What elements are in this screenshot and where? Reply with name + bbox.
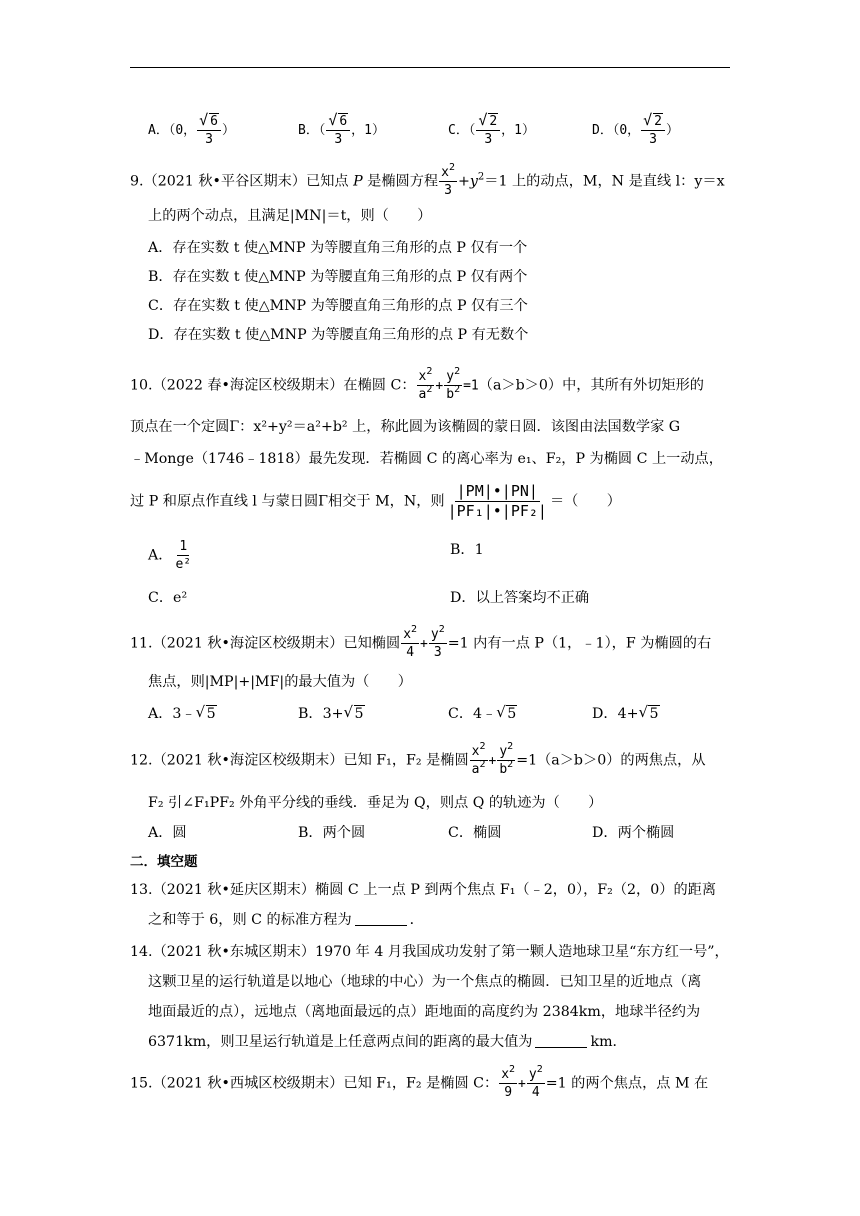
q10-stem-line4: 过 P 和原点作直线 l 与蒙日圆Γ相交于 M，N，则 $\frac{|PM|•|PN|}{\text{|PF₁|•|PF₂|}}$ ＝（ ）: [130, 482, 621, 520]
q14-answer-blank[interactable]: [535, 1035, 587, 1048]
q14-stem-line1: 14.（2021 秋•东城区期末）1970 年 4 月我国成功发射了第一颗人造地球卫星“东方红一号”，: [130, 944, 729, 960]
q10-option-b[interactable]: B．1: [450, 542, 484, 558]
q10-stem-line3: ﹣Monge（1746﹣1818）最先发现．若椭圆 C 的离心率为 e₁、F₂，P 为椭圆 C 上一动点，: [130, 451, 723, 467]
q8-option-d[interactable]: D．（0， √ $\frac{2}{3}$ ）: [592, 115, 679, 146]
section-heading: 二．填空题: [130, 854, 198, 870]
q10-option-c[interactable]: C．e²: [148, 590, 188, 606]
q12-option-b[interactable]: B．两个圆: [298, 825, 366, 841]
q9-option-a[interactable]: A．存在实数 t 使△MNP 为等腰直角三角形的点 P 仅有一个: [148, 240, 528, 256]
q9-option-b[interactable]: B．存在实数 t 使△MNP 为等腰直角三角形的点 P 仅有两个: [148, 269, 528, 285]
q14-stem-line2: 这颗卫星的运行轨道是以地心（地球的中心）为一个焦点的椭圆．已知卫星的近地点（离: [148, 974, 702, 990]
q9-option-d[interactable]: D．存在实数 t 使△MNP 为等腰直角三角形的点 P 有无数个: [148, 327, 529, 343]
q8-option-a[interactable]: A．（0， √ $\frac{6}{3}$ ）: [148, 115, 235, 146]
q12-option-d[interactable]: D．两个椭圆: [592, 825, 675, 841]
q11-stem-line2: 焦点，则|MP|+|MF|的最大值为（ ）: [148, 674, 412, 690]
q11-option-d[interactable]: D．4+√ 5: [592, 704, 660, 724]
q13-stem-line1: 13.（2021 秋•延庆区期末）椭圆 C 上一点 P 到两个焦点 F₁（﹣2，0），F₂（2，0）的距离: [130, 882, 717, 898]
q13-answer-blank[interactable]: [355, 913, 407, 926]
q8-option-b[interactable]: B．（ √ $\frac{6}{3}$ ，1）: [298, 115, 385, 146]
q11-option-a[interactable]: A．3﹣√ 5: [148, 704, 217, 724]
q12-option-c[interactable]: C．椭圆: [448, 825, 502, 841]
q12-stem-line2: F₂ 引∠F₁PF₂ 外角平分线的垂线．垂足为 Q，则点 Q 的轨迹为（ ）: [148, 795, 603, 811]
q10-stem-line2: 顶点在一个定圆Γ：x²+y²＝a²+b² 上，称此圆为该椭圆的蒙日圆．该图由法国数学家 G: [130, 419, 681, 435]
q10-option-d[interactable]: D．以上答案均不正确: [450, 590, 590, 606]
q11-option-c[interactable]: C．4﹣√ 5: [448, 704, 517, 724]
q14-stem-line4: 6371km，则卫星运行轨道是上任意两点间的距离的最大值为 km．: [148, 1034, 627, 1050]
q9-option-c[interactable]: C．存在实数 t 使△MNP 为等腰直角三角形的点 P 仅有三个: [148, 298, 528, 314]
q12-stem-line1: 12.（2021 秋•海淀区校级期末）已知 F₁，F₂ 是椭圆 $\frac{x^2}{a^2}$ + $\frac{y^2}{b^2}$ =1（a＞b＞0）的两焦点，从: [130, 741, 706, 777]
q15-stem-line1: 15.（2021 秋•西城区校级期末）已知 F₁，F₂ 是椭圆 C： $\frac{x^2}{9}$ + $\frac{y^2}{4}$ =1 的两个焦点，点 M 在: [130, 1064, 709, 1100]
q9-stem-line1: 9.（2021 秋•平谷区期末）已知点 P 是椭圆方程 $\frac{x^2}{3}$ $+y^2=1$ 上的动点，M，N 是直线 l：y＝x: [130, 162, 725, 198]
q11-stem-line1: 11.（2021 秋•海淀区校级期末）已知椭圆 $\frac{x^2}{4}$ + $\frac{y^2}{3}$ =1 内有一点 P（1，﹣1），F 为椭圆的右: [130, 624, 712, 660]
header-rule: [130, 67, 730, 68]
q13-stem-line2: 之和等于 6，则 C 的标准方程为 ．: [148, 912, 424, 928]
q8-option-c[interactable]: C．（ √ $\frac{2}{3}$ ，1）: [448, 115, 535, 146]
q12-option-a[interactable]: A．圆: [148, 825, 187, 841]
q9-stem-line2: 上的两个动点，且满足|MN|＝t，则（ ）: [148, 208, 432, 224]
q14-stem-line3: 地面最近的点），远地点（离地面最远的点）距地面的高度约为 2384km，地球半径约为: [148, 1004, 701, 1020]
q10-stem-line1: 10.（2022 春•海淀区校级期末）在椭圆 C： $\frac{x^2}{a^2}$ + $\frac{y^2}{b^2}$ =1（a＞b＞0）中，其所有外切矩形的: [130, 366, 704, 402]
q10-option-a[interactable]: A． $\frac{1}{\text{e²}}$: [148, 539, 192, 572]
q11-option-b[interactable]: B．3+√ 5: [298, 704, 365, 724]
